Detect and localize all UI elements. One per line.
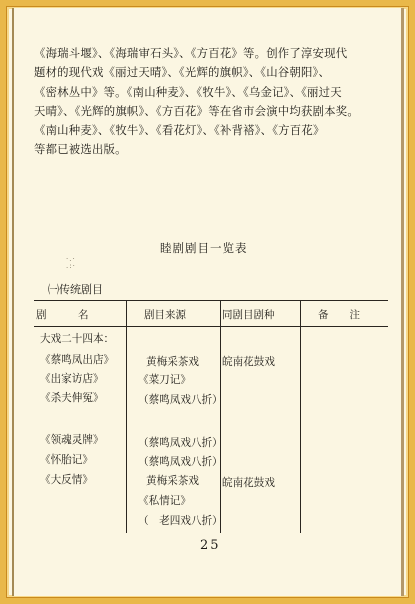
table-cell-same-genre: 皖南花鼓戏 (222, 356, 275, 368)
table-cell-name: 《大反情》 (40, 474, 93, 486)
table-cell-source: （蔡鸣凤戏八折） (138, 437, 223, 449)
paragraph-line: 《南山种麦》、《牧牛》、《看花灯》、《补背褡》、《方百花》 (34, 123, 325, 138)
table-cell-same-genre: 皖南花鼓戏 (222, 477, 275, 489)
paragraph-line: 《海瑞斗堰》、《海瑞审石头》、《方百花》等。创作了淳安现代 (34, 46, 348, 60)
table-cell-source: （蔡鸣凤戏八折） (138, 394, 223, 406)
table-title: 睦剧剧目一览表 (160, 241, 248, 255)
table-cell-name: 《领魂灵牌》 (40, 434, 104, 446)
column-divider (126, 301, 127, 533)
table-cell-source: 黄梅采茶戏 (146, 475, 199, 487)
page-number: 25 (200, 538, 221, 553)
header-source: 剧目来源 (144, 309, 186, 321)
document-page (12, 8, 404, 596)
paragraph-line: 等都已被选出版。 (34, 142, 127, 157)
table-cell-source: 《菜刀记》 (138, 374, 191, 386)
column-divider (300, 301, 301, 533)
section-label: ㈠传统剧目 (48, 283, 103, 296)
paragraph-line: 天晴》、《光辉的旗帜》、《方百花》等在省市会演中均获剧本奖。 (34, 103, 359, 118)
paragraph-line: 题材的现代戏《丽过天晴》、《光辉的旗帜》、《山谷朝阳》、 (34, 65, 331, 80)
column-divider (220, 301, 221, 533)
table-cell-name: 《怀胎记》 (40, 454, 93, 466)
repertoire-table (34, 300, 388, 533)
table-cell-source: （蔡鸣凤戏八折） (138, 456, 223, 468)
header-name: 剧 名 (36, 309, 89, 321)
table-cell-source: 《私情记》 (138, 495, 191, 507)
table-cell-name: 《出家访店》 (40, 373, 104, 385)
body-paragraph (34, 44, 384, 160)
table-cell-name: 《蔡鸣凤出店》 (40, 354, 115, 366)
header-divider (34, 326, 388, 327)
table-cell-name: 《杀夫伸冤》 (40, 392, 104, 404)
table-cell-source: （ 老四戏八折） (138, 515, 223, 527)
paragraph-line: 《密林丛中》等。《南山种麦》、《牧牛》、《乌金记》、《丽过天 (34, 84, 342, 99)
table-cell-source: 黄梅采茶戏 (146, 356, 199, 368)
header-same-genre: 同剧目剧种 (222, 309, 275, 321)
ink-speck: ·.· .:· (66, 255, 76, 270)
header-remarks: 备 注 (318, 309, 360, 321)
table-cell-name: 大戏二十四本： (40, 333, 115, 345)
